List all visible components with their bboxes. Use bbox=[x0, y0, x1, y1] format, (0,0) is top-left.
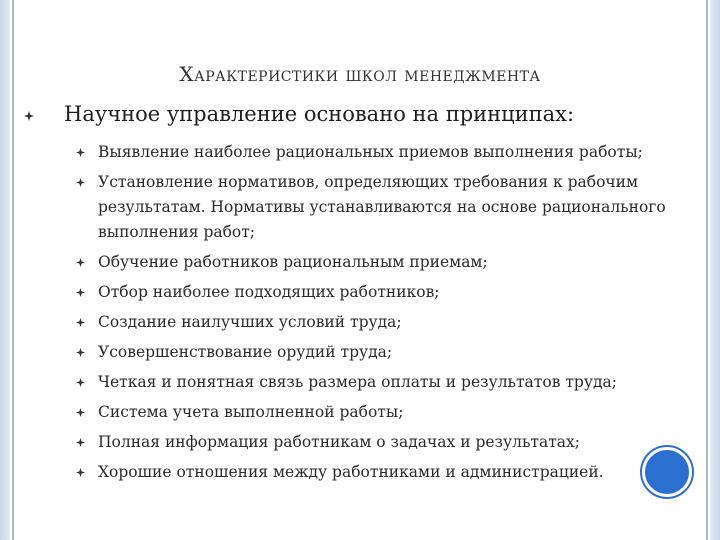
list-item bbox=[76, 250, 696, 275]
list-item-text: Создание наилучших условий труда; bbox=[98, 313, 402, 331]
list-item-text: Полная информация работникам о задачах и результатах; bbox=[98, 433, 580, 451]
list-item bbox=[76, 310, 696, 335]
list-item-text: Установление нормативов, определяющих требования к рабочим результатам. Нормативы устанавливаются на основе рационального выполнения работ; bbox=[98, 173, 666, 241]
diamond-bullet-icon bbox=[76, 460, 90, 477]
diamond-bullet-icon bbox=[76, 310, 90, 327]
list-item bbox=[76, 340, 696, 365]
diamond-bullet-icon bbox=[76, 250, 90, 267]
diamond-bullet-icon bbox=[76, 400, 90, 417]
list-item bbox=[76, 140, 696, 165]
list-item-text: Система учета выполненной работы; bbox=[98, 403, 404, 421]
list-item-text: Хорошие отношения между работниками и администрацией. bbox=[98, 463, 604, 481]
list-item-text: Отбор наиболее подходящих работников; bbox=[98, 283, 440, 301]
list-item bbox=[76, 400, 696, 425]
list-item bbox=[76, 370, 696, 395]
list-item bbox=[76, 460, 696, 485]
circle-decoration bbox=[642, 447, 692, 497]
list-item bbox=[76, 170, 696, 245]
list-item-text: Обучение работников рациональным приемам; bbox=[98, 253, 488, 271]
list-item-text: Усовершенствование орудий труда; bbox=[98, 343, 393, 361]
list-item bbox=[76, 430, 696, 455]
principles-list bbox=[76, 140, 696, 490]
diamond-bullet-icon bbox=[76, 280, 90, 297]
diamond-bullet-icon bbox=[76, 370, 90, 387]
diamond-bullet-icon bbox=[76, 430, 90, 447]
diamond-bullet-icon bbox=[76, 340, 90, 357]
list-item-text: Выявление наиболее рациональных приемов выполнения работы; bbox=[98, 143, 643, 161]
list-item-text: Четкая и понятная связь размера оплаты и результатов труда; bbox=[98, 373, 617, 391]
diamond-bullet-icon bbox=[76, 170, 90, 187]
diamond-bullet-icon bbox=[76, 140, 90, 157]
main-point bbox=[24, 102, 574, 126]
slide-title: Характеристики школ менеджмента bbox=[179, 62, 541, 86]
list-item bbox=[76, 280, 696, 305]
main-point-text: Научное управление основано на принципах: bbox=[64, 102, 575, 126]
diamond-bullet-icon bbox=[24, 111, 38, 121]
